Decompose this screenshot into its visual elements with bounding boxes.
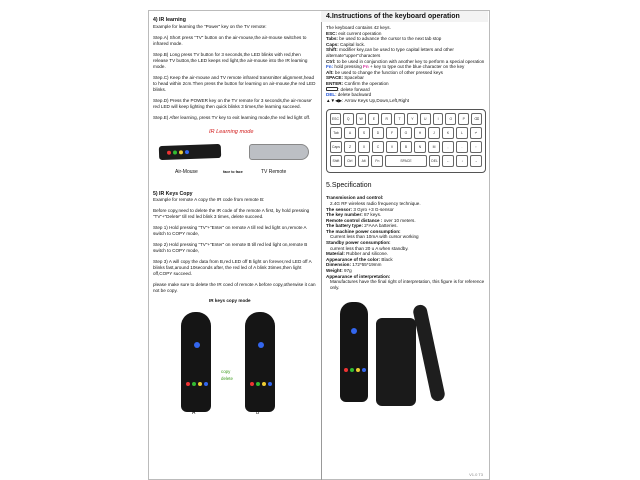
keyboard-row	[330, 127, 482, 139]
keyboard-key: ↑	[470, 141, 482, 153]
copy-label: copy	[221, 369, 231, 374]
remote-photos	[326, 294, 488, 404]
remote-side-image	[412, 304, 446, 403]
green-key-icon	[192, 382, 196, 386]
red-key-icon	[250, 382, 254, 386]
green-key-icon	[173, 150, 177, 154]
remote-b-image	[245, 312, 275, 412]
blue-key-icon	[185, 150, 189, 154]
fn-line: Fn: hold pressing Fn + key to type out the blue character on the key	[326, 64, 465, 70]
copy-p5: please make sure to delete the IR coed of remote A before copy,otherwise it can not be copy.	[153, 282, 316, 293]
keyboard-key: S	[358, 127, 370, 139]
remote-a-image	[181, 312, 211, 412]
ir-copy-illustration	[153, 298, 317, 418]
ir-copy-title: IR keys copy mode	[209, 298, 251, 303]
keyboard-key: .	[456, 141, 468, 153]
keyboard-key: DEL	[429, 155, 441, 167]
column-divider	[321, 11, 322, 480]
ok-key-icon	[194, 342, 200, 348]
spec-item: Weight: 97g	[326, 268, 352, 274]
spec-item: Dimension: 172*55*19mm	[326, 262, 382, 268]
step-e: Step.E) After learning, press TV key to exit learning mode,the red led light off.	[153, 114, 311, 120]
step-a: Step.A) Short press “TV” button on the air-mouse,the air-mouse switches to infrared mode.	[153, 34, 307, 46]
keyboard-row	[330, 155, 482, 167]
spec-item: Remote control distance : over 10 meters.	[326, 217, 416, 223]
keyboard-key: →	[470, 155, 482, 167]
keyboard-row	[330, 141, 482, 153]
red-key-icon	[167, 150, 171, 154]
air-mouse-remote-image	[159, 143, 221, 159]
keyboard-key: Ctrl	[344, 155, 356, 167]
keyboard-key: ↵	[470, 127, 482, 139]
step-c: Step.C) Keep the air-mouse and TV remote infrared transmitter alignment,head to head within 2cm.Then press the button for learning on air-mouse,the red LED blinks.	[153, 74, 316, 92]
key-line: Shift: modifier key,can be used to type capital letters and other alternate"upper"characters	[326, 47, 454, 58]
keyboard-key: C	[372, 141, 384, 153]
key-line: Tabs: be used to advance the cursor to the next tab stop	[326, 36, 442, 42]
yellow-key-icon	[356, 368, 360, 372]
step-d: Step.D) Press the POWER key on the TV remote for 3 seconds,the air-mouse’ red LED will keep lighting then quick blinks 3 times,the learning succeed.	[153, 97, 313, 109]
keyboard-key: A	[344, 127, 356, 139]
keyboard-key: B	[400, 141, 412, 153]
keyboard-key: G	[400, 127, 412, 139]
ir-copy-heading: 5) IR Keys Copy	[153, 190, 193, 197]
keyboard-key: SPACE	[385, 155, 426, 167]
arrow-keys-line: ▲▼◀▶: Arrow Keys Up,Down,Left,Right	[326, 97, 410, 103]
blue-key-icon	[204, 382, 208, 386]
keyboard-key: F	[386, 127, 398, 139]
keyboard-key: ←	[442, 155, 454, 167]
keyboard-key: ESC	[330, 113, 341, 125]
specification-list	[326, 195, 488, 290]
ir-learning-illustration	[153, 129, 317, 181]
ir-learning-heading: 4) IR learning	[153, 17, 186, 23]
key-line: Ctrl: to be used in conjunction with another key to perform a special operation	[326, 58, 485, 64]
delete-label: delete	[221, 376, 233, 381]
specification-heading: 5.Specification	[326, 182, 372, 190]
alt-line: Alt: be used to change the function of other pressed keys	[326, 69, 443, 75]
copy-p4: Step 3) A will copy the data from B,red LED off B light on forever,red LED off A blinks fast,around 10seconds after, the red led of A blink 3times,then light off,COPY succeed.	[153, 259, 312, 276]
delete-backward-line: DEL: delete backward	[326, 92, 372, 98]
remote-front-image	[340, 302, 368, 402]
keyboard-key: I	[433, 113, 444, 125]
spec-item: The machine power consumption:	[326, 228, 401, 234]
spec-item: Transmission and control:	[326, 195, 384, 201]
keyboard-key: W	[356, 113, 367, 125]
manual-page	[148, 10, 490, 480]
enter-line: ENTER: Confirm the operation	[326, 80, 389, 86]
keyboard-key: H	[414, 127, 426, 139]
keyboard-key: ,	[442, 141, 454, 153]
green-key-icon	[256, 382, 260, 386]
right-column	[326, 11, 488, 404]
keyboard-key: D	[372, 127, 384, 139]
spec-item: The battery type: 2*AAA batteries.	[326, 223, 398, 229]
key-line: ESC: exit current operation	[326, 30, 382, 36]
remote-keyboard-image	[376, 318, 416, 406]
keyboard-intro: The keyboard contains 42 keys.	[326, 25, 391, 30]
spec-item: 2.4G RF wireless radio frequency technique.	[330, 200, 421, 206]
spec-item: The key number: 87 keys.	[326, 212, 382, 218]
blue-key-icon	[268, 382, 272, 386]
spec-item: Manufactures have the final right of interpretation, this figure is for reference only.	[330, 279, 485, 290]
ok-key-icon	[351, 328, 357, 334]
keyboard-key: Alt	[358, 155, 370, 167]
left-column	[153, 17, 317, 418]
green-key-icon	[350, 368, 354, 372]
spec-item: Appearance of interpretation:	[326, 273, 391, 279]
keyboard-key: Caps	[330, 141, 342, 153]
keyboard-key: T	[394, 113, 405, 125]
keyboard-key: M	[428, 141, 440, 153]
ir-learning-title: IR Learning mode	[209, 128, 254, 135]
copy-p1: Before copy,need to delete the IR code of the remote A first, by hold pressing “TV”+“Delete” till red led blink 3 times, delete succeed.	[153, 208, 310, 219]
keyboard-key: Q	[343, 113, 354, 125]
delete-forward-line: : delete forward	[326, 87, 488, 93]
version-label: V1.0 T3	[469, 472, 483, 477]
spec-item: The sensor: 3 Gyro +3 G-sensor	[326, 206, 394, 212]
ir-learning-intro: Example for learning the “Power” key on the TV remote:	[153, 23, 267, 29]
spec-item: Current less than 10mA with cursor working	[330, 234, 419, 240]
keyboard-key: J	[428, 127, 440, 139]
arrow-keys-icon: ▲▼◀▶	[326, 97, 343, 103]
keyboard-key: ⌫	[471, 113, 482, 125]
keyboard-key: Z	[344, 141, 356, 153]
keyboard-key-list	[326, 31, 488, 65]
key-line: Caps: Capital lock.	[326, 41, 366, 47]
keyboard-key: R	[381, 113, 392, 125]
keyboard-key: N	[414, 141, 426, 153]
keyboard-illustration	[326, 109, 486, 173]
keyboard-key: L	[456, 127, 468, 139]
copy-p2: Step 1) Hold pressing “TV”+“Enter” on remote A till red led light on,remote A switch to COPY mode,	[153, 225, 307, 236]
keyboard-key: U	[420, 113, 431, 125]
spec-item: Material: Rubber and silicone.	[326, 251, 389, 257]
remote-a-label: A	[192, 410, 196, 416]
yellow-key-icon	[179, 150, 183, 154]
ir-copy-intro: Example for remote A copy the IR code from remote B:	[153, 197, 265, 202]
backspace-icon	[326, 87, 338, 91]
keyboard-key: Tab	[330, 127, 342, 139]
blue-key-icon	[362, 368, 366, 372]
keyboard-key: Fn	[371, 155, 383, 167]
yellow-key-icon	[198, 382, 202, 386]
step-b: Step.B) Long press TV button for 3 seconds,the LED blinks with red,then release TV button,the LED keeps red light,the air-mouse into the IR learning mode.	[153, 51, 308, 69]
tv-remote-image	[249, 144, 309, 160]
keyboard-key: V	[386, 141, 398, 153]
keyboard-key: P	[458, 113, 469, 125]
ok-key-icon	[258, 342, 264, 348]
keyboard-row	[330, 113, 482, 125]
keyboard-key: K	[442, 127, 454, 139]
keyboard-key: Y	[407, 113, 418, 125]
red-key-icon	[344, 368, 348, 372]
spec-item: Appearance of the color: Black	[326, 256, 393, 262]
red-key-icon	[186, 382, 190, 386]
keyboard-heading: 4.Instructions of the keyboard operation	[321, 11, 488, 22]
keyboard-key: O	[445, 113, 456, 125]
spec-item: current less than 20 u A when standby.	[330, 245, 409, 251]
remote-b-label: B	[256, 410, 260, 416]
yellow-key-icon	[262, 382, 266, 386]
tv-remote-label: TV Remote	[261, 168, 287, 175]
space-line: SPACE: Spacebar	[326, 75, 364, 81]
spec-item: Standby power consumption:	[326, 240, 391, 246]
keyboard-key: X	[358, 141, 370, 153]
copy-p3: Step 2) Hold pressing “TV”+“Enter” on remote B till red led light on,remote B switch to COPY mode,	[153, 242, 308, 253]
keyboard-key: ↓	[456, 155, 468, 167]
keyboard-key: Shift	[330, 155, 342, 167]
air-mouse-label: Air-Mouse	[175, 168, 198, 175]
face-to-face-label: face to face	[223, 169, 243, 174]
copy-delete-note	[221, 368, 233, 382]
keyboard-key: E	[368, 113, 379, 125]
